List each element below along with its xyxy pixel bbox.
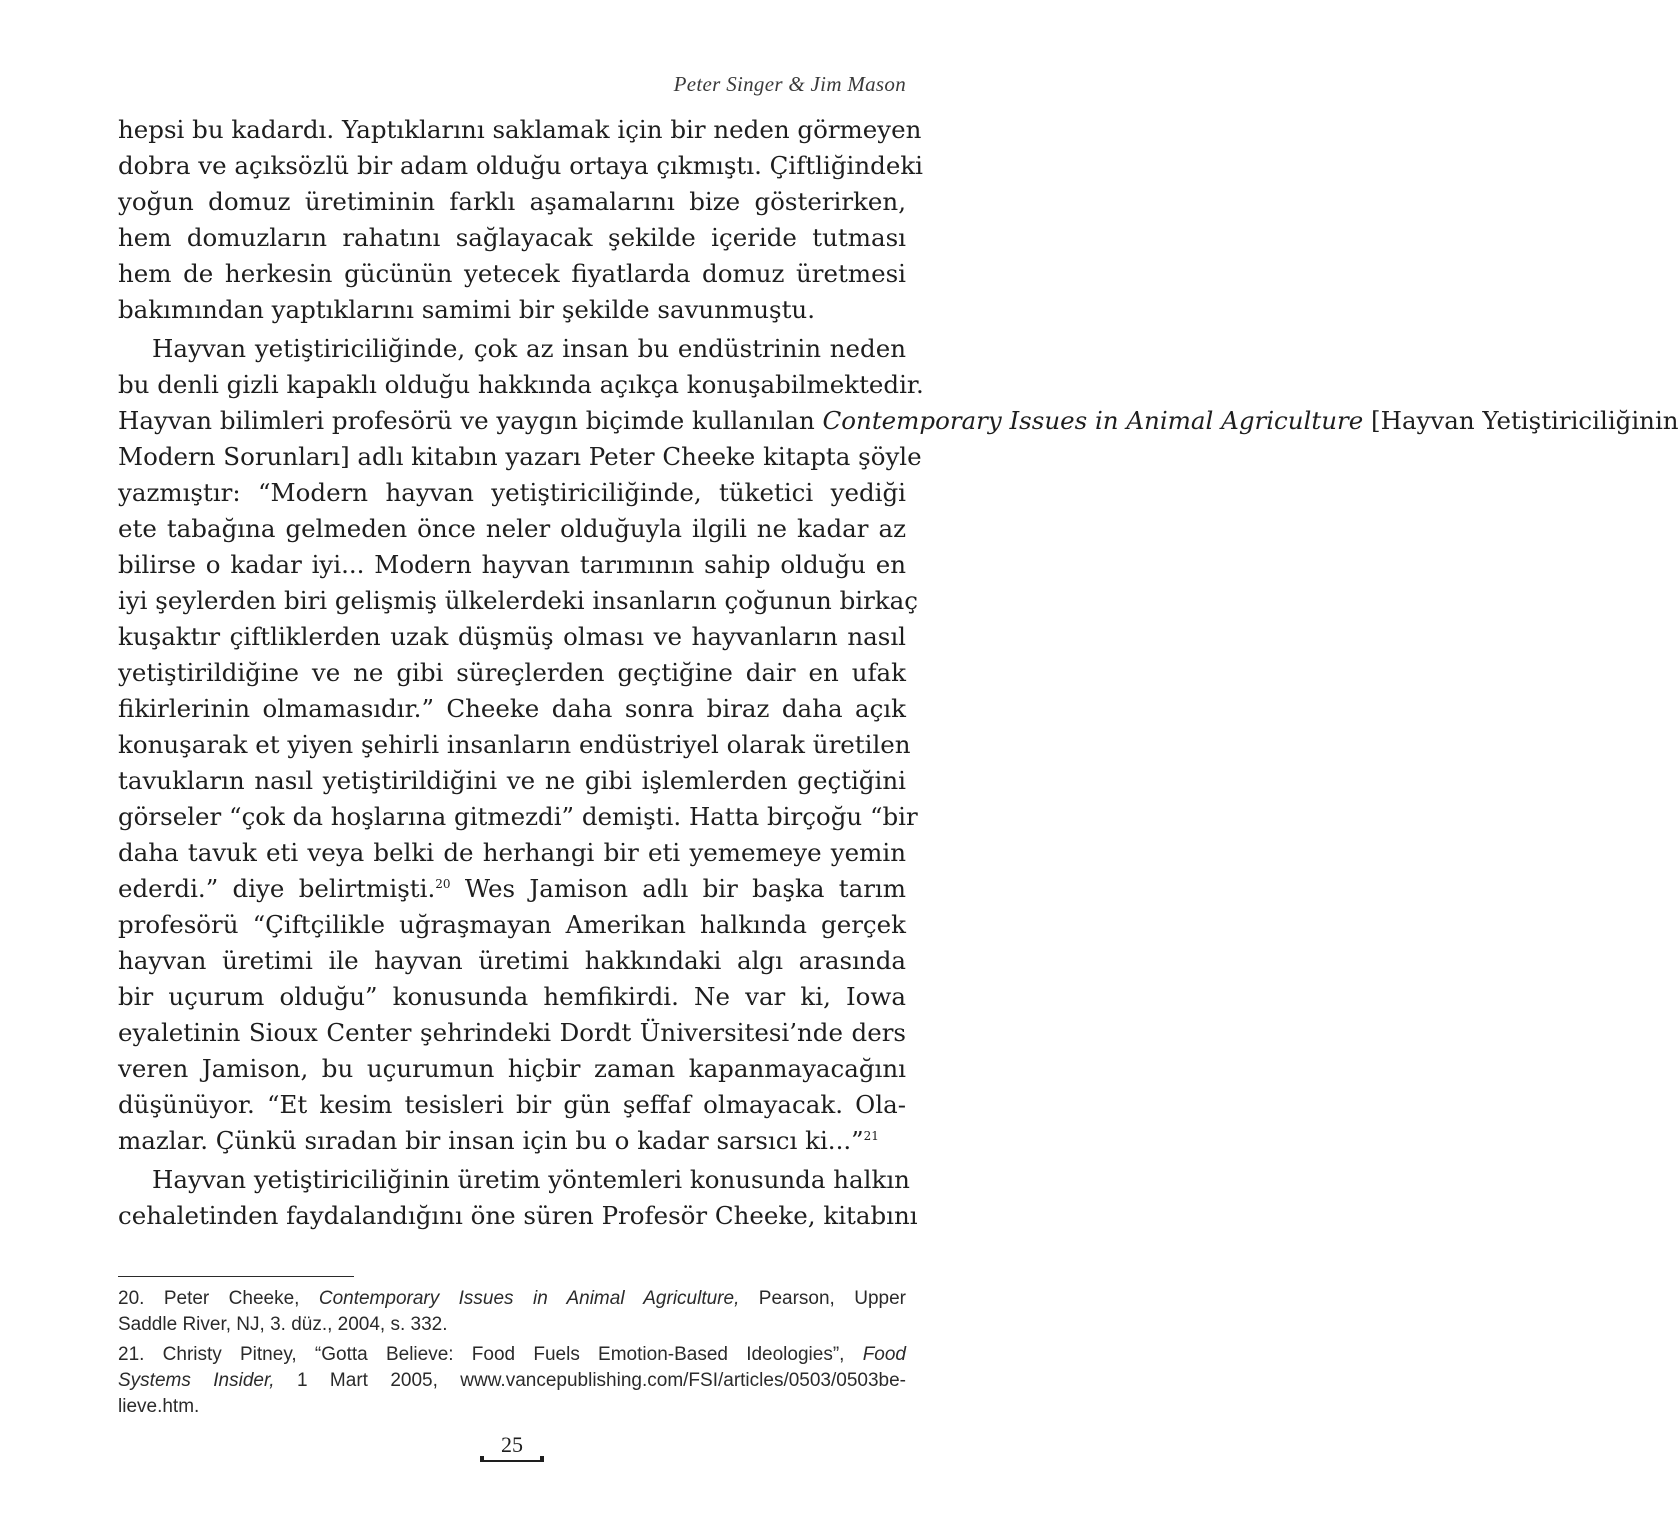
footnote-line xyxy=(118,1286,906,1312)
text-line: eyaletinin Sioux Center şehrindeki Dordt Üniversitesi’nde ders xyxy=(118,1018,906,1047)
text-run: 20. Peter Cheeke, xyxy=(118,1288,319,1309)
text-run: ederdi.” diye belirtmişti. xyxy=(118,874,436,903)
body-text xyxy=(118,112,1679,1234)
footnote-line xyxy=(118,1368,906,1394)
text-line: bakımından yaptıklarını samimi bir şekilde savunmuştu. xyxy=(118,295,815,324)
text-line: tavukların nasıl yetiştirildiğini ve ne gibi işlemlerden geçtiğini xyxy=(118,766,906,795)
text-run: Hayvan bilimleri profesörü ve yaygın biçimde kullanılan xyxy=(118,406,823,435)
book-title: Contemporary Issues in Animal Agriculture xyxy=(822,406,1364,435)
text-line: Hayvan yetiştiriciliğinde, çok az insan bu endüstrinin neden xyxy=(152,334,906,363)
text-line: ete tabağına gelmeden önce neler olduğuyla ilgili ne kadar az xyxy=(118,514,906,543)
text-line: iyi şeylerden biri gelişmiş ülkelerdeki insanların çoğunun birkaç xyxy=(118,586,918,615)
text-line: fikirlerinin olmamasıdır.” Cheeke daha sonra biraz daha açık xyxy=(118,694,906,723)
footnote-divider xyxy=(118,1276,354,1277)
footnote-line xyxy=(118,1342,906,1368)
footnote-line: Saddle River, NJ, 3. düz., 2004, s. 332. xyxy=(118,1314,448,1335)
text-line: yoğun domuz üretiminin farklı aşamalarını bize gösterirken, xyxy=(118,187,906,216)
text-run: [Hayvan Yetiştiriciliğinin xyxy=(1363,406,1679,435)
text-run: 21. Christy Pitney, “Gotta Believe: Food Fuels Emotion-Based Ideologies”, xyxy=(118,1344,863,1365)
text-line: Hayvan yetiştiriciliğinin üretim yöntemleri konusunda halkın xyxy=(152,1165,910,1194)
text-line: bilirse o kadar iyi... Modern hayvan tarımının sahip olduğu en xyxy=(118,550,906,579)
text-line: daha tavuk eti veya belki de herhangi bir eti yememeye yemin xyxy=(118,838,906,867)
text-line: cehaletinden faydalandığını öne süren Profesör Cheeke, kitabını xyxy=(118,1201,918,1230)
footnote-ref: 20 xyxy=(435,877,451,891)
publication-title: Food xyxy=(862,1344,906,1365)
text-line xyxy=(118,1123,906,1159)
text-line: profesörü “Çiftçilikle uğraşmayan Amerikan halkında gerçek xyxy=(118,910,906,939)
footnotes xyxy=(118,1286,906,1420)
text-run: Pearson, Upper xyxy=(739,1288,906,1309)
text-line: dobra ve açıksözlü bir adam olduğu ortaya çıkmıştı. Çiftliğindeki xyxy=(118,151,924,180)
text-line xyxy=(118,403,1679,439)
page-number-rule xyxy=(480,1460,544,1462)
text-line: yazmıştır: “Modern hayvan yetiştiriciliğinde, tüketici yediği xyxy=(118,478,906,507)
text-line xyxy=(118,871,906,907)
text-line: veren Jamison, bu uçurumun hiçbir zaman kapanmayacağını xyxy=(118,1054,906,1083)
publication-title: Systems Insider, xyxy=(118,1370,275,1391)
text-line: konuşarak et yiyen şehirli insanların endüstriyel olarak üretilen xyxy=(118,730,911,759)
text-run: Wes Jamison adlı bir başka tarım xyxy=(450,874,906,903)
text-line: bu denli gizli kapaklı olduğu hakkında açıkça konuşabilmektedir. xyxy=(118,370,924,399)
text-line: hem domuzların rahatını sağlayacak şekilde içeride tutması xyxy=(118,223,906,252)
running-head: Peter Singer & Jim Mason xyxy=(673,72,906,96)
book-title: Contemporary Issues in Animal Agriculture, xyxy=(318,1288,740,1309)
footnote-line: lieve.htm. xyxy=(118,1396,200,1417)
text-line: bir uçurum olduğu” konusunda hemfikirdi. Ne var ki, Iowa xyxy=(118,982,906,1011)
text-line: düşünüyor. “Et kesim tesisleri bir gün şeffaf olmayacak. Ola- xyxy=(118,1090,906,1119)
footnote-ref: 21 xyxy=(863,1129,879,1143)
text-line: yetiştirildiğine ve ne gibi süreçlerden geçtiğine dair en ufak xyxy=(118,658,906,687)
page-number: 25 xyxy=(501,1432,523,1457)
text-line: hayvan üretimi ile hayvan üretimi hakkındaki algı arasında xyxy=(118,946,906,975)
text-line: hem de herkesin gücünün yetecek fiyatlarda domuz üretmesi xyxy=(118,259,906,288)
text-run: 1 Mart 2005, www.vancepublishing.com/FSI/articles/0503/0503be- xyxy=(274,1370,906,1391)
text-line: Modern Sorunları] adlı kitabın yazarı Peter Cheeke kitapta şöyle xyxy=(118,442,922,471)
text-run: mazlar. Çünkü sıradan bir insan için bu o kadar sarsıcı ki...” xyxy=(118,1126,864,1155)
text-line: hepsi bu kadardı. Yaptıklarını saklamak için bir neden görmeyen xyxy=(118,115,922,144)
text-line: görseler “çok da hoşlarına gitmezdi” demişti. Hatta birçoğu “bir xyxy=(118,802,918,831)
text-line: kuşaktır çiftliklerden uzak düşmüş olması ve hayvanların nasıl xyxy=(118,622,906,651)
